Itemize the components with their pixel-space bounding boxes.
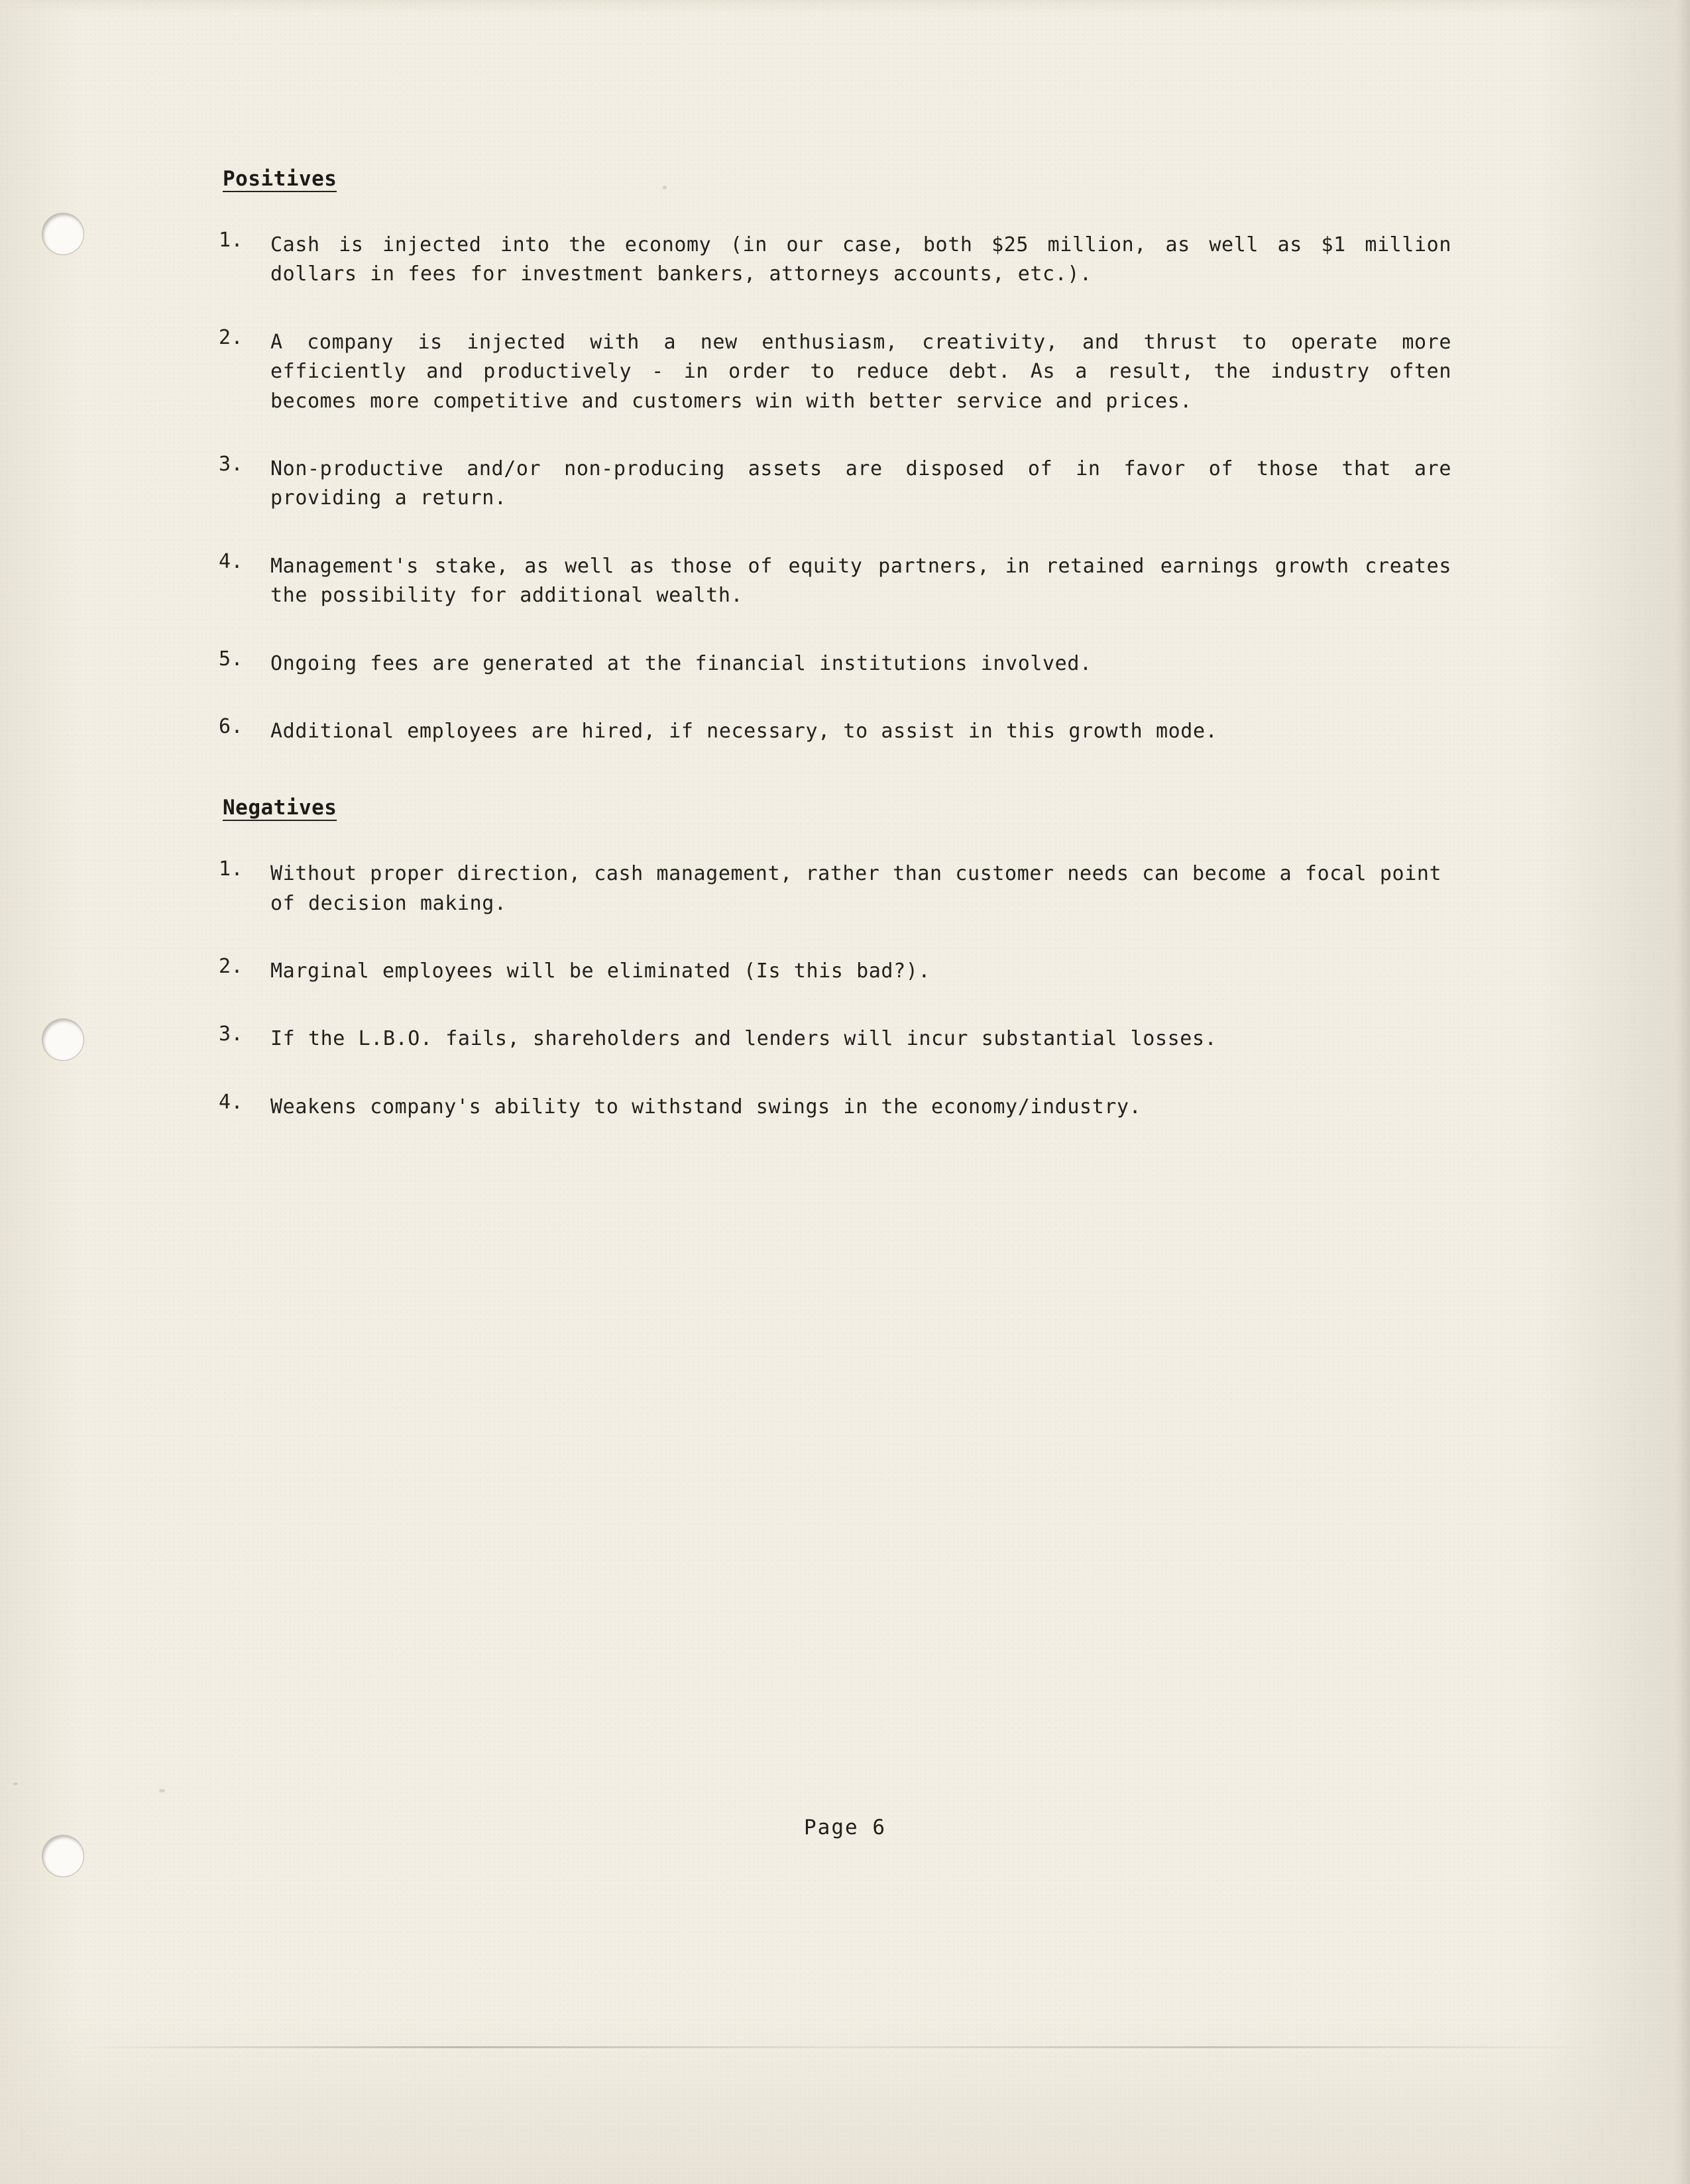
paper-speck [159, 1789, 165, 1792]
list-item-text: Without proper direction, cash management, rather than customer needs can become a focal point of decision making. [270, 862, 1442, 915]
page-number: Page 6 [804, 1816, 886, 1839]
section-heading-positives: Positives [223, 167, 337, 191]
list-item [219, 649, 1451, 679]
list-item-number: 2. [219, 325, 244, 349]
list-item-number: 1. [219, 857, 244, 881]
list-item-number: 6. [219, 714, 244, 738]
page-bottom-shadow [0, 2012, 1690, 2184]
list-item [219, 325, 1451, 416]
list-item [219, 1024, 1451, 1054]
page-top-edge-shadow [0, 0, 1690, 13]
list-item-text: Additional employees are hired, if necessary, to assist in this growth mode. [270, 719, 1218, 743]
punch-hole-middle [42, 1019, 84, 1060]
list-item-text: Non-productive and/or non-producing assets are disposed of in favor of those that are providing a return. [270, 457, 1451, 510]
list-item-number: 4. [219, 1090, 244, 1114]
list-item-number: 1. [219, 229, 244, 252]
section-heading-negatives-wrap [223, 798, 1451, 821]
section-heading-positives-wrap [223, 169, 1451, 192]
document-body [219, 169, 1451, 1122]
list-item-text: Management's stake, as well as those of equity partners, in retained earnings growth creates the possibility for additional wealth. [270, 554, 1451, 608]
list-item-text: Cash is injected into the economy (in our case, both $25 million, as well as $1 million dollars in fees for investment bankers, attorneys accounts, etc.). [270, 233, 1451, 286]
list-item-text: Marginal employees will be eliminated (Is this bad?). [270, 959, 931, 983]
list-item [219, 714, 1451, 746]
list-item [219, 452, 1451, 514]
list-item-text: Weakens company's ability to withstand swings in the economy/industry. [270, 1095, 1142, 1119]
positives-list [219, 231, 1451, 746]
page-right-edge [1667, 0, 1690, 2184]
list-item-number: 3. [219, 452, 244, 476]
list-item [219, 1090, 1451, 1122]
list-item-text: If the L.B.O. fails, shareholders and lenders will incur substantial losses. [270, 1027, 1217, 1051]
list-item-text: A company is injected with a new enthusiasm, creativity, and thrust to operate more efficiently and productively - in order to reduce debt. As a result, the industry often becomes more competitive and customers win with better service and prices. [270, 330, 1451, 413]
section-gap [219, 746, 1451, 798]
list-item-number: 3. [219, 1022, 244, 1046]
list-item-text: Ongoing fees are generated at the financial institutions involved. [270, 651, 1092, 675]
list-item [219, 859, 1451, 918]
punch-hole-bottom [42, 1835, 84, 1877]
negatives-list [219, 859, 1451, 1122]
scan-artifact-line [80, 2046, 1591, 2048]
list-item [219, 231, 1451, 290]
list-item-number: 2. [219, 955, 244, 979]
list-item [219, 549, 1451, 611]
paper-speck [13, 1782, 18, 1785]
list-item-number: 5. [219, 647, 244, 671]
punch-hole-top [42, 213, 84, 254]
section-heading-negatives: Negatives [223, 796, 337, 820]
list-item-number: 4. [219, 549, 244, 573]
list-item [219, 957, 1451, 986]
